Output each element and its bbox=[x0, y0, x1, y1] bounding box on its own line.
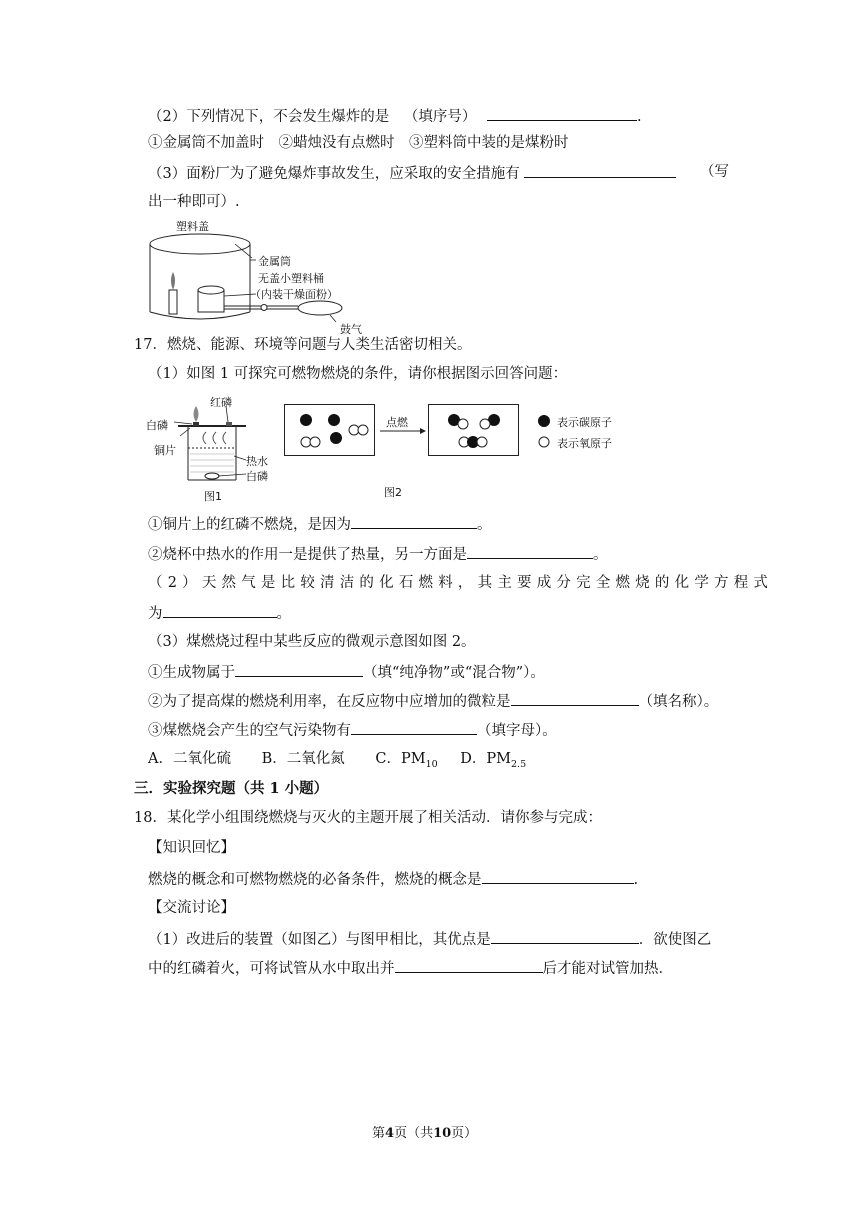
label-metal-can: 金属筒 bbox=[258, 255, 291, 268]
section-3-heading: 三．实验探究题（共 1 小题） bbox=[134, 780, 329, 797]
q18-d1-line: （1）改进后的装置（如图乙）与图甲相比，其优点是 ．欲使图乙 bbox=[148, 928, 711, 950]
label-blow: 鼓气 bbox=[340, 323, 362, 336]
total-pages: 10 bbox=[433, 1126, 452, 1141]
q16-options-line: ①金属筒不加盖时 ②蜡烛没有点燃时 ③塑料筒中装的是煤粉时 bbox=[148, 135, 569, 151]
legend-carbon-text: 表示碳原子 bbox=[557, 416, 612, 429]
q16-part2-paren: （填序号） bbox=[403, 109, 477, 125]
choice-a[interactable]: A．二氧化硫 bbox=[148, 751, 231, 767]
oxygen-atom bbox=[310, 437, 320, 447]
figure-2-diagram bbox=[284, 404, 654, 464]
q18-d2-line: 中的红磷着火，可将试管从水中取出并 后才能对试管加热． bbox=[148, 957, 673, 979]
carbon-atom bbox=[300, 414, 312, 426]
white-p-flame bbox=[194, 406, 199, 422]
figure-2 bbox=[284, 404, 654, 500]
q17-a1-blank[interactable] bbox=[351, 513, 477, 529]
oxygen-atom bbox=[358, 425, 368, 435]
figure-1-caption: 图1 bbox=[204, 490, 222, 503]
q16-part3-cont: 出一种即可）. bbox=[148, 194, 240, 210]
q18-discuss-heading: 【交流讨论】 bbox=[148, 900, 235, 916]
figure-2-caption: 图2 bbox=[384, 486, 402, 499]
q17-a2-text: ②烧杯中热水的作用一是提供了热量，另一方面是 bbox=[148, 547, 467, 563]
q17-b2-line: ②为了提高煤的燃烧利用率，在反应物中应增加的微粒是 （填名称）。 bbox=[148, 690, 718, 712]
choice-b[interactable]: B．二氧化氮 bbox=[261, 751, 345, 767]
choice-d[interactable]: D．$PM_{2.5}$ bbox=[460, 751, 527, 770]
q18-recall-heading: 【知识回忆】 bbox=[148, 840, 235, 856]
q16-part3-write: （写 bbox=[700, 164, 729, 180]
page-footer: 第4页（共10页） bbox=[372, 1126, 478, 1141]
q18-d1-blank[interactable] bbox=[491, 928, 639, 944]
oxygen-atom bbox=[477, 437, 487, 447]
q16-part3-line bbox=[148, 162, 676, 184]
q17-b2-blank[interactable] bbox=[511, 690, 639, 706]
legend-carbon-icon bbox=[538, 415, 550, 427]
legend-oxygen-icon bbox=[539, 437, 549, 447]
q16-part2-blank[interactable] bbox=[487, 105, 637, 121]
q18-recall-line: 燃烧的概念和可燃物燃烧的必备条件，燃烧的概念是 . bbox=[148, 868, 638, 890]
q16-part2-line: （2）下列情况下，不会发生爆炸的是 （填序号） . bbox=[148, 105, 642, 127]
label-white-p-2: 白磷 bbox=[246, 470, 268, 483]
q18-recall-blank[interactable] bbox=[482, 868, 634, 884]
q17-b3-line: ③煤燃烧会产生的空气污染物有 （填字母）。 bbox=[148, 719, 557, 741]
dust-explosion-figure bbox=[140, 218, 380, 340]
arrow-label-ignite: 点燃 bbox=[386, 416, 408, 429]
q17-choices bbox=[148, 749, 526, 775]
q18-d2-blank[interactable] bbox=[395, 957, 543, 973]
q17-part2-line1: （2）天然气是比较清洁的化石燃料，其主要成分完全燃烧的化学方程式 bbox=[148, 575, 774, 591]
choice-c[interactable]: C．$PM_{10}$ bbox=[375, 751, 438, 770]
q16-part3-text: （3）面粉厂为了避免爆炸事故发生，应采取的安全措施有 bbox=[148, 166, 520, 182]
q17-part2-blank[interactable] bbox=[163, 602, 277, 618]
label-copper: 铜片 bbox=[154, 444, 176, 457]
q17-part3: （3）煤燃烧过程中某些反应的微观示意图如图 2。 bbox=[148, 634, 476, 650]
page-number: 4 bbox=[385, 1126, 395, 1141]
white-p-under-water bbox=[205, 473, 219, 479]
flame-shape bbox=[171, 272, 175, 290]
label-hot-water: 热水 bbox=[246, 455, 268, 468]
candle-shape bbox=[169, 290, 177, 314]
label-bucket-note: （内装干燥面粉） bbox=[250, 288, 338, 301]
q17-part2-line2: 为 。 bbox=[148, 602, 291, 624]
q18-stem: 18．某化学小组围绕燃烧与灭火的主题开展了相关活动．请你参与完成： bbox=[134, 810, 602, 826]
air-bulb-shape bbox=[298, 301, 342, 315]
q17-part1: （1）如图 1 可探究可燃物燃烧的条件，请你根据图示回答问题： bbox=[148, 366, 568, 382]
q17-a2-line: ②烧杯中热水的作用一是提供了热量，另一方面是 。 bbox=[148, 543, 608, 565]
q16-part2-text: （2）下列情况下，不会发生爆炸的是 bbox=[148, 109, 390, 125]
label-plastic-lid: 塑料盖 bbox=[176, 220, 209, 233]
q17-a1-line: ①铜片上的红磷不燃烧，是因为 。 bbox=[148, 513, 492, 535]
q17-b3-blank[interactable] bbox=[351, 719, 477, 735]
label-white-p: 白磷 bbox=[146, 419, 168, 432]
figure-1 bbox=[146, 392, 276, 504]
q17-a1-text: ①铜片上的红磷不燃烧，是因为 bbox=[148, 517, 351, 533]
legend-oxygen-text: 表示氧原子 bbox=[557, 437, 612, 450]
oxygen-atom bbox=[480, 419, 490, 429]
carbon-atom bbox=[330, 432, 342, 444]
q17-b1-line: ①生成物属于 （填“纯净物”或“混合物”）。 bbox=[148, 661, 545, 683]
label-red-p: 红磷 bbox=[210, 396, 232, 409]
q16-part3-blank[interactable] bbox=[524, 162, 676, 178]
oxygen-atom bbox=[458, 419, 468, 429]
carbon-atom bbox=[328, 414, 340, 426]
label-small-bucket: 无盖小塑料桶 bbox=[258, 272, 324, 285]
q17-a2-blank[interactable] bbox=[467, 543, 593, 559]
can-bottom bbox=[150, 312, 250, 319]
q17-b1-blank[interactable] bbox=[235, 661, 363, 677]
q17-stem: 17．燃烧、能源、环境等问题与人类生活密切相关。 bbox=[134, 337, 472, 353]
